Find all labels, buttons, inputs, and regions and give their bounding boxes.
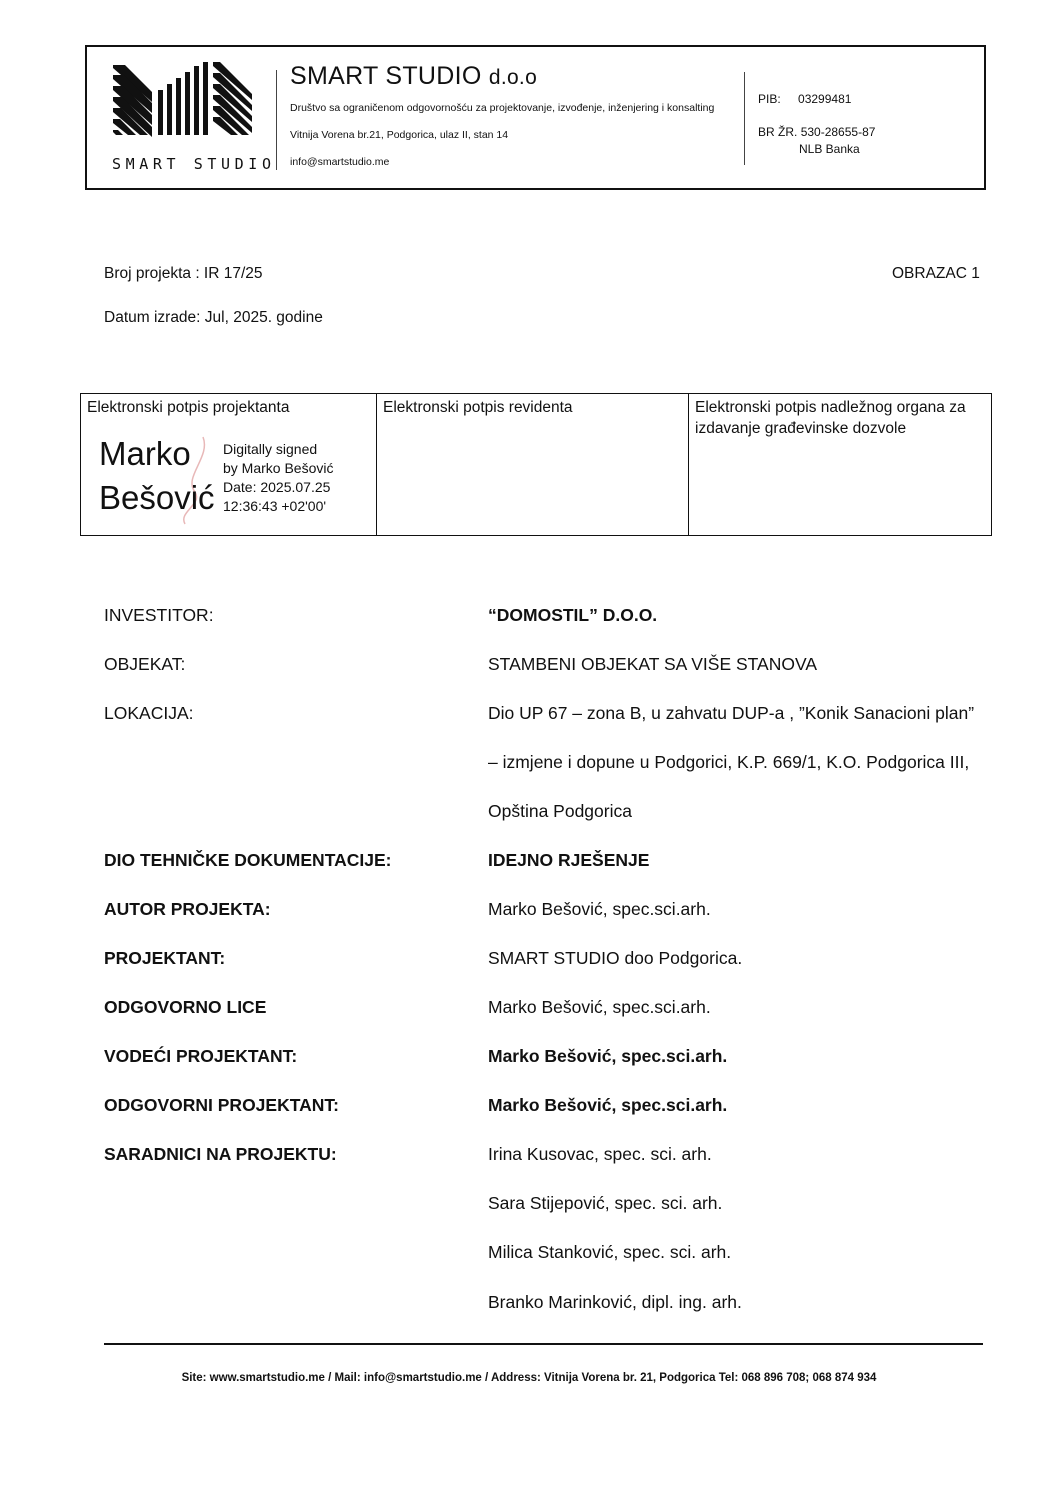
footer-contact: Site: www.smartstudio.me / Mail: info@smartstudio.me / Address: Vitnija Vorena br. 21, Podgorica Tel: 068 896 708; 068 874 934 xyxy=(181,1372,877,1384)
signature-table xyxy=(80,393,992,536)
header-divider xyxy=(276,70,277,170)
dio-value: IDEJNO RJEŠENJE xyxy=(488,850,650,870)
investitor-label: INVESTITOR: xyxy=(104,605,214,625)
signer-first-name: Marko xyxy=(99,435,191,472)
logo-text: SMART STUDIO xyxy=(112,155,276,173)
company-suffix: d.o.o xyxy=(488,66,538,89)
form-number: OBRAZAC 1 xyxy=(892,265,980,282)
lokacija-line-1: Dio UP 67 – zona B, u zahvatu DUP-a , ”Konik Sanacioni plan” xyxy=(488,703,975,723)
company-name xyxy=(290,62,537,91)
odgovorno-lice-value: Marko Bešović, spec.sci.arh. xyxy=(488,997,711,1017)
pib-value: 03299481 xyxy=(798,92,852,106)
signature-cell-revident xyxy=(377,394,689,535)
account-label: BR ŽR. xyxy=(758,125,798,139)
saradnik-1: Irina Kusovac, spec. sci. arh. xyxy=(488,1144,712,1164)
lokacija-line-3: Opština Podgorica xyxy=(488,801,632,821)
saradnik-4: Branko Marinković, dipl. ing. arh. xyxy=(488,1292,742,1312)
signature-cell-authority xyxy=(689,394,991,535)
signature-label-authority-line2: izdavanje građevinske dozvole xyxy=(695,420,907,437)
lokacija-line-2: – izmjene i dopune u Podgorici, K.P. 669/1, K.O. Podgorica III, xyxy=(488,752,970,772)
company-description: Društvo sa ograničenom odgovornošću za projektovanje, izvođenje, inženjering i konsalting xyxy=(290,102,715,114)
objekat-value: STAMBENI OBJEKAT SA VIŠE STANOVA xyxy=(488,654,818,674)
vodeci-projektant-value: Marko Bešović, spec.sci.arh. xyxy=(488,1046,728,1066)
footer-divider xyxy=(104,1343,983,1345)
signature-label-revident: Elektronski potpis revidenta xyxy=(383,399,573,416)
digital-signature-details xyxy=(223,440,333,516)
odgovorni-projektant-label: ODGOVORNI PROJEKTANT: xyxy=(104,1095,339,1115)
signed-line-3: Date: 2025.07.25 xyxy=(223,479,331,495)
company-email: info@smartstudio.me xyxy=(290,156,390,168)
saradnik-3: Milica Stanković, spec. sci. arh. xyxy=(488,1242,732,1262)
smart-studio-logo-icon xyxy=(110,60,260,155)
pib-label: PIB: xyxy=(758,92,781,106)
saradnici-label: SARADNICI NA PROJEKTU: xyxy=(104,1144,337,1164)
projektant-label: PROJEKTANT: xyxy=(104,948,226,968)
signature-cell-projektant xyxy=(81,394,377,535)
account-value: 530-28655-87 xyxy=(800,125,876,139)
autor-label: AUTOR PROJEKTA: xyxy=(104,899,271,919)
autor-value: Marko Bešović, spec.sci.arh. xyxy=(488,899,711,919)
lokacija-label: LOKACIJA: xyxy=(104,703,194,723)
dio-label: DIO TEHNIČKE DOKUMENTACIJE: xyxy=(104,850,392,870)
projektant-value: SMART STUDIO doo Podgorica. xyxy=(488,948,743,968)
bank-name: NLB Banka xyxy=(799,142,860,156)
company-address: Vitnija Vorena br.21, Podgorica, ulaz II, stan 14 xyxy=(290,129,509,141)
signed-line-4: 12:36:43 +02'00' xyxy=(223,498,327,514)
header-divider-right xyxy=(744,72,745,165)
signature-label-authority-line1: Elektronski potpis nadležnog organa za xyxy=(695,399,966,416)
odgovorni-projektant-value: Marko Bešović, spec.sci.arh. xyxy=(488,1095,728,1115)
document-date: Datum izrade: Jul, 2025. godine xyxy=(104,309,323,326)
saradnik-2: Sara Stijepović, spec. sci. arh. xyxy=(488,1193,723,1213)
odgovorno-lice-label: ODGOVORNO LICE xyxy=(104,997,267,1017)
signed-line-1: Digitally signed xyxy=(223,441,318,457)
account xyxy=(758,125,875,139)
company-name-main: SMART STUDIO xyxy=(290,62,482,90)
signer-last-name: Bešović xyxy=(99,479,215,516)
investitor-value: “DOMOSTIL” D.O.O. xyxy=(488,605,658,625)
vodeci-projektant-label: VODEĆI PROJEKTANT: xyxy=(104,1046,298,1066)
signed-line-2: by Marko Bešović xyxy=(223,460,334,476)
pib xyxy=(758,92,851,106)
objekat-label: OBJEKAT: xyxy=(104,654,186,674)
signature-label-projektant: Elektronski potpis projektanta xyxy=(87,399,290,416)
project-number: Broj projekta : IR 17/25 xyxy=(104,265,263,282)
